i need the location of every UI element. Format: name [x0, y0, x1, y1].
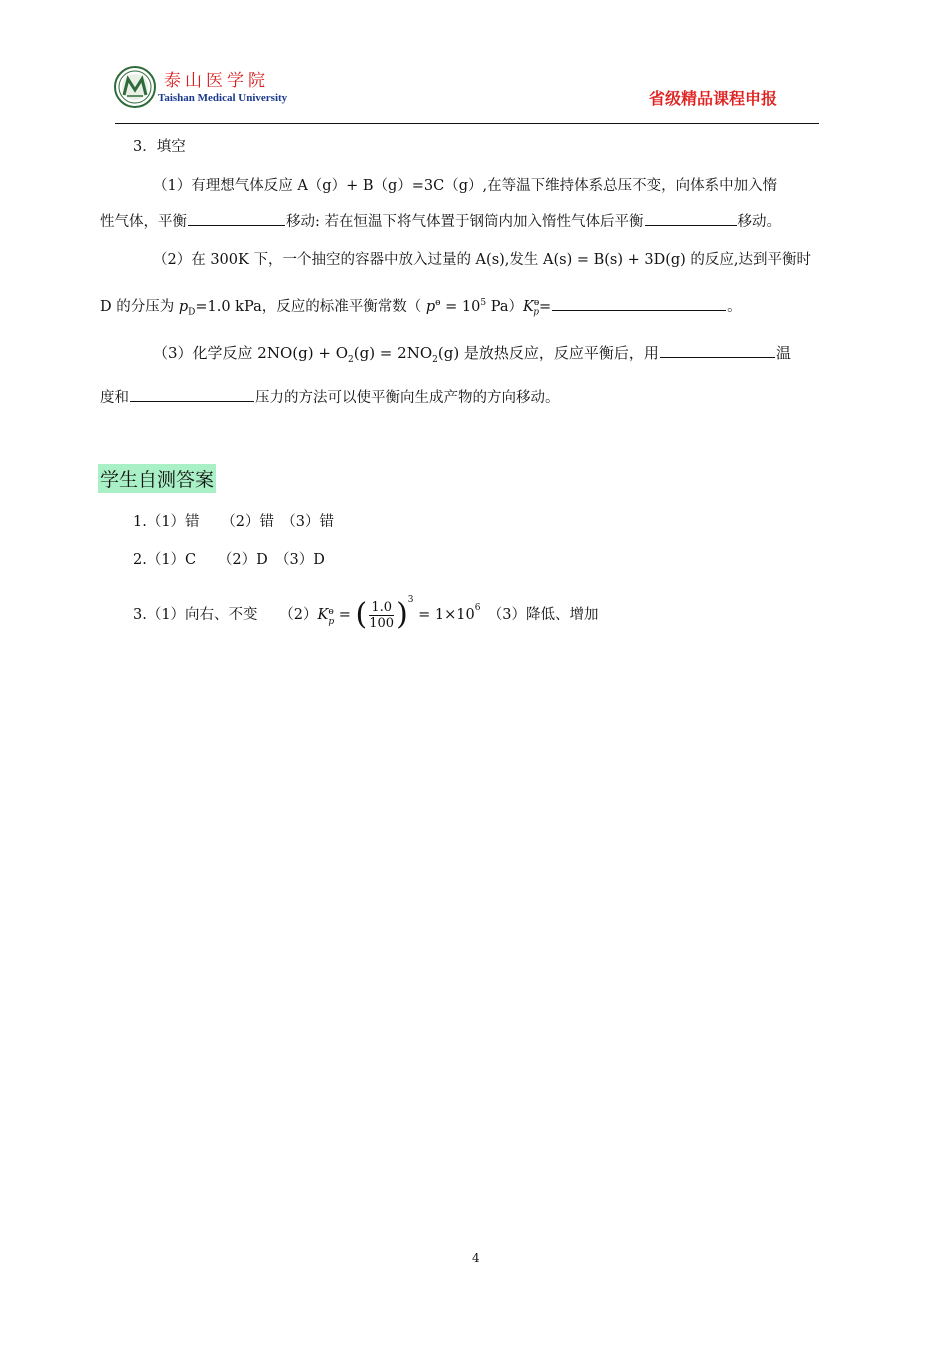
q3-p2-text-b: =1.0 kPa，反应的标准平衡常数（ — [195, 298, 426, 315]
exp-superscript: 5 — [480, 298, 487, 308]
q3-p3-text-f: 压力的方法可以使平衡向生成产物的方向移动。 — [255, 390, 560, 406]
q3-p2-line1: （2）在 300K 下，一个抽空的容器中放入过量的 A(s),发生 A(s) = B(s) + 3D(g) 的反应,达到平衡时 — [153, 252, 812, 268]
blank-5[interactable] — [130, 387, 254, 402]
blank-2[interactable] — [645, 211, 737, 226]
q3-p1-line2 — [100, 211, 781, 232]
q3-p3-text-b: (g) = 2NO — [353, 344, 433, 362]
answer-2: 2.（1）C （2）D （3）D — [133, 552, 325, 568]
school-name-cn: 泰山医学院 — [164, 71, 269, 91]
q3-p1-text-b: 移动: 若在恒温下将气体置于钢筒内加入惰性气体后平衡 — [286, 214, 644, 230]
rhs-exponent: 6 — [474, 603, 481, 613]
blank-1[interactable] — [188, 211, 285, 226]
school-logo — [114, 66, 156, 108]
theta-superscript: ө — [435, 298, 441, 308]
q3-p2-line2 — [100, 293, 742, 323]
answer-equals: = — [334, 607, 356, 623]
q3-p2-text-d: Pa） — [486, 298, 523, 315]
q3-p1-line1: （1）有理想气体反应 A（g）+ B（g）=3C（g）,在等温下维持体系总压不变，向体系中加入惰 — [153, 178, 778, 194]
q3-p1-text-c: 移动。 — [737, 214, 781, 230]
answer-kp-superscript: ө — [328, 607, 334, 617]
q3-p3-text-a: （3）化学反应 2NO(g) + O — [153, 344, 348, 362]
kp-subscript: p — [533, 307, 539, 318]
answers-heading: 学生自测答案 — [98, 464, 216, 493]
q3-p3-text-c: (g) 是放热反应，反应平衡后，用 — [437, 344, 659, 362]
no2-subscript: 2 — [432, 355, 438, 365]
blank-3[interactable] — [552, 296, 726, 311]
answer-kp-subscript: p — [328, 617, 335, 627]
right-paren: ) — [396, 597, 408, 632]
q3-p2-text-e: = — [539, 298, 552, 315]
school-name-en: Taishan Medical University — [158, 92, 288, 104]
fraction-denominator: 100 — [369, 615, 395, 631]
q3-p2-text-f: 。 — [727, 298, 742, 315]
q3-p3-text-e: 度和 — [100, 390, 129, 406]
q3-p1-text-a: 性气体，平衡 — [100, 214, 187, 230]
answer-kp-symbol: K — [317, 607, 329, 623]
fraction — [367, 600, 396, 631]
kp-symbol: K — [522, 298, 534, 315]
fraction-numerator: 1.0 — [371, 599, 392, 615]
power-superscript: 3 — [407, 595, 414, 605]
answer-3-text-c: （3）降低、增加 — [480, 607, 599, 623]
q3-p3-line1 — [153, 343, 791, 370]
left-paren: ( — [355, 597, 368, 632]
q3-p3-text-d: 温 — [775, 344, 791, 362]
answer-3 — [133, 592, 598, 638]
pd-subscript: D — [188, 307, 196, 318]
answer-1: 1.（1）错 （2）错 （3）错 — [133, 514, 335, 530]
header-title: 省级精品课程申报 — [649, 89, 778, 108]
kp-superscript: ө — [533, 298, 540, 308]
school-logo-icon — [114, 66, 156, 108]
answer-rhs: = 1×10 — [413, 607, 475, 623]
q3-p2-text-c: = 10 — [440, 298, 481, 315]
o2-subscript: 2 — [348, 355, 354, 365]
p-standard-symbol: p — [425, 298, 436, 315]
page-number: 4 — [472, 1251, 480, 1265]
q3-title: 3．填空 — [133, 139, 186, 155]
pd-symbol: p — [178, 298, 189, 315]
blank-4[interactable] — [660, 343, 775, 358]
q3-p3-line2 — [100, 387, 560, 408]
answer-3-text-a: 3.（1）向右、不变 （2） — [133, 607, 318, 623]
q3-p2-text-a: D 的分压为 — [100, 298, 179, 315]
header-rule — [115, 123, 819, 124]
